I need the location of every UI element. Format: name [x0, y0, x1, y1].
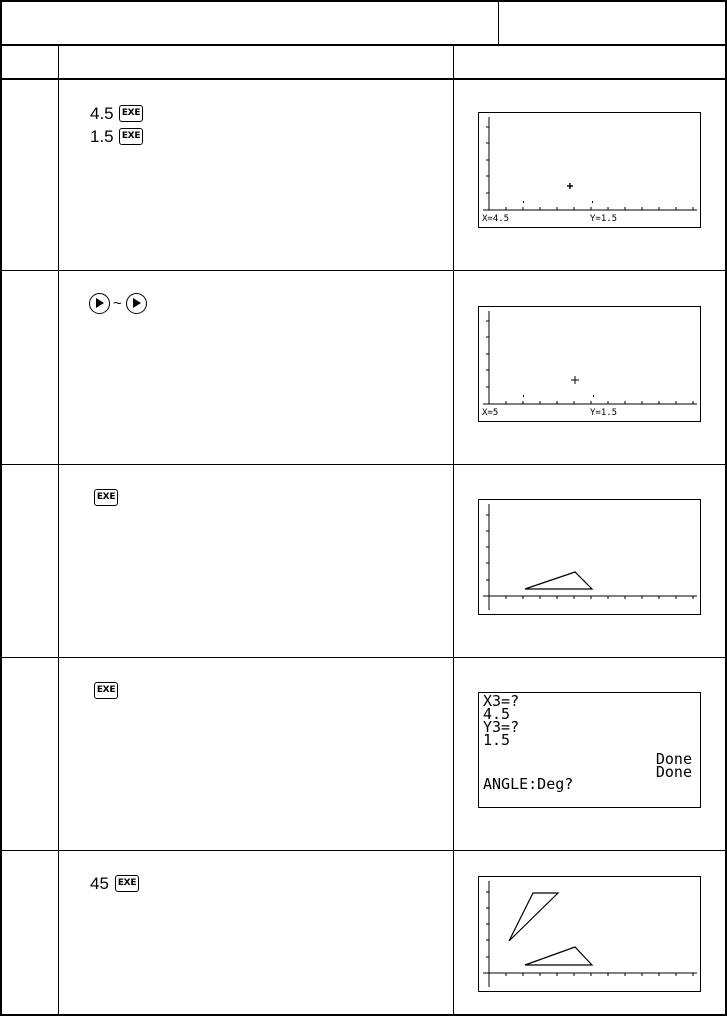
screen-text-line: 1.5	[483, 731, 511, 749]
cursor-crosshair	[567, 183, 573, 189]
rotated-triangle-shape	[509, 893, 558, 941]
graph-plot	[479, 500, 699, 613]
original-triangle-shape	[525, 947, 592, 965]
calculator-screen	[478, 112, 701, 228]
table-border-right	[725, 0, 727, 1016]
calculator-screen	[478, 306, 701, 422]
step-column-divider	[58, 44, 59, 1016]
row-divider	[0, 464, 727, 465]
row-divider	[0, 270, 727, 271]
screen-done-line: Done	[655, 750, 692, 768]
graph-plot	[479, 877, 699, 990]
cursor-x-readout: X=4.5	[482, 214, 510, 224]
exe-key-icon: EXE	[94, 682, 118, 699]
graph-plot	[479, 307, 699, 420]
screen-text-line: Y3=?	[483, 718, 520, 736]
header-divider	[0, 44, 727, 46]
right-arrow-key-icon	[126, 293, 147, 314]
header-cell-divider	[498, 0, 499, 45]
cursor-y-readout: Y=1.5	[590, 214, 618, 224]
exe-key-icon: EXE	[119, 128, 143, 145]
screen-column-divider	[453, 44, 454, 1016]
exe-key-icon: EXE	[115, 875, 139, 892]
calculator-screen	[478, 499, 701, 615]
table-border-bottom	[0, 1014, 727, 1016]
cursor-x-readout: X=5	[482, 408, 499, 418]
calculator-screen	[478, 692, 701, 808]
angle-prompt: ANGLE:Deg?	[483, 775, 574, 793]
row-divider	[0, 850, 727, 851]
exe-key-icon: EXE	[94, 489, 118, 506]
key-input-value: 45	[90, 874, 109, 893]
table-border-left	[0, 0, 2, 1016]
screen-done-line: Done	[655, 763, 692, 781]
cursor-crosshair	[571, 376, 579, 384]
screen-text-line: X3=?	[483, 692, 520, 710]
key-input-value: 4.5	[90, 104, 114, 123]
graph-plot	[479, 113, 699, 226]
exe-key-icon: EXE	[119, 105, 143, 122]
right-arrow-key-icon	[89, 293, 110, 314]
cursor-y-readout: Y=1.5	[590, 408, 618, 418]
key-range-separator: ~	[113, 295, 122, 312]
screen-text-line: 4.5	[483, 705, 511, 723]
triangle-shape	[525, 572, 592, 589]
table-border-top	[0, 0, 727, 2]
column-header-divider	[0, 78, 727, 80]
key-input-value: 1.5	[90, 127, 114, 146]
calculator-screen	[478, 876, 701, 992]
row-divider	[0, 657, 727, 658]
